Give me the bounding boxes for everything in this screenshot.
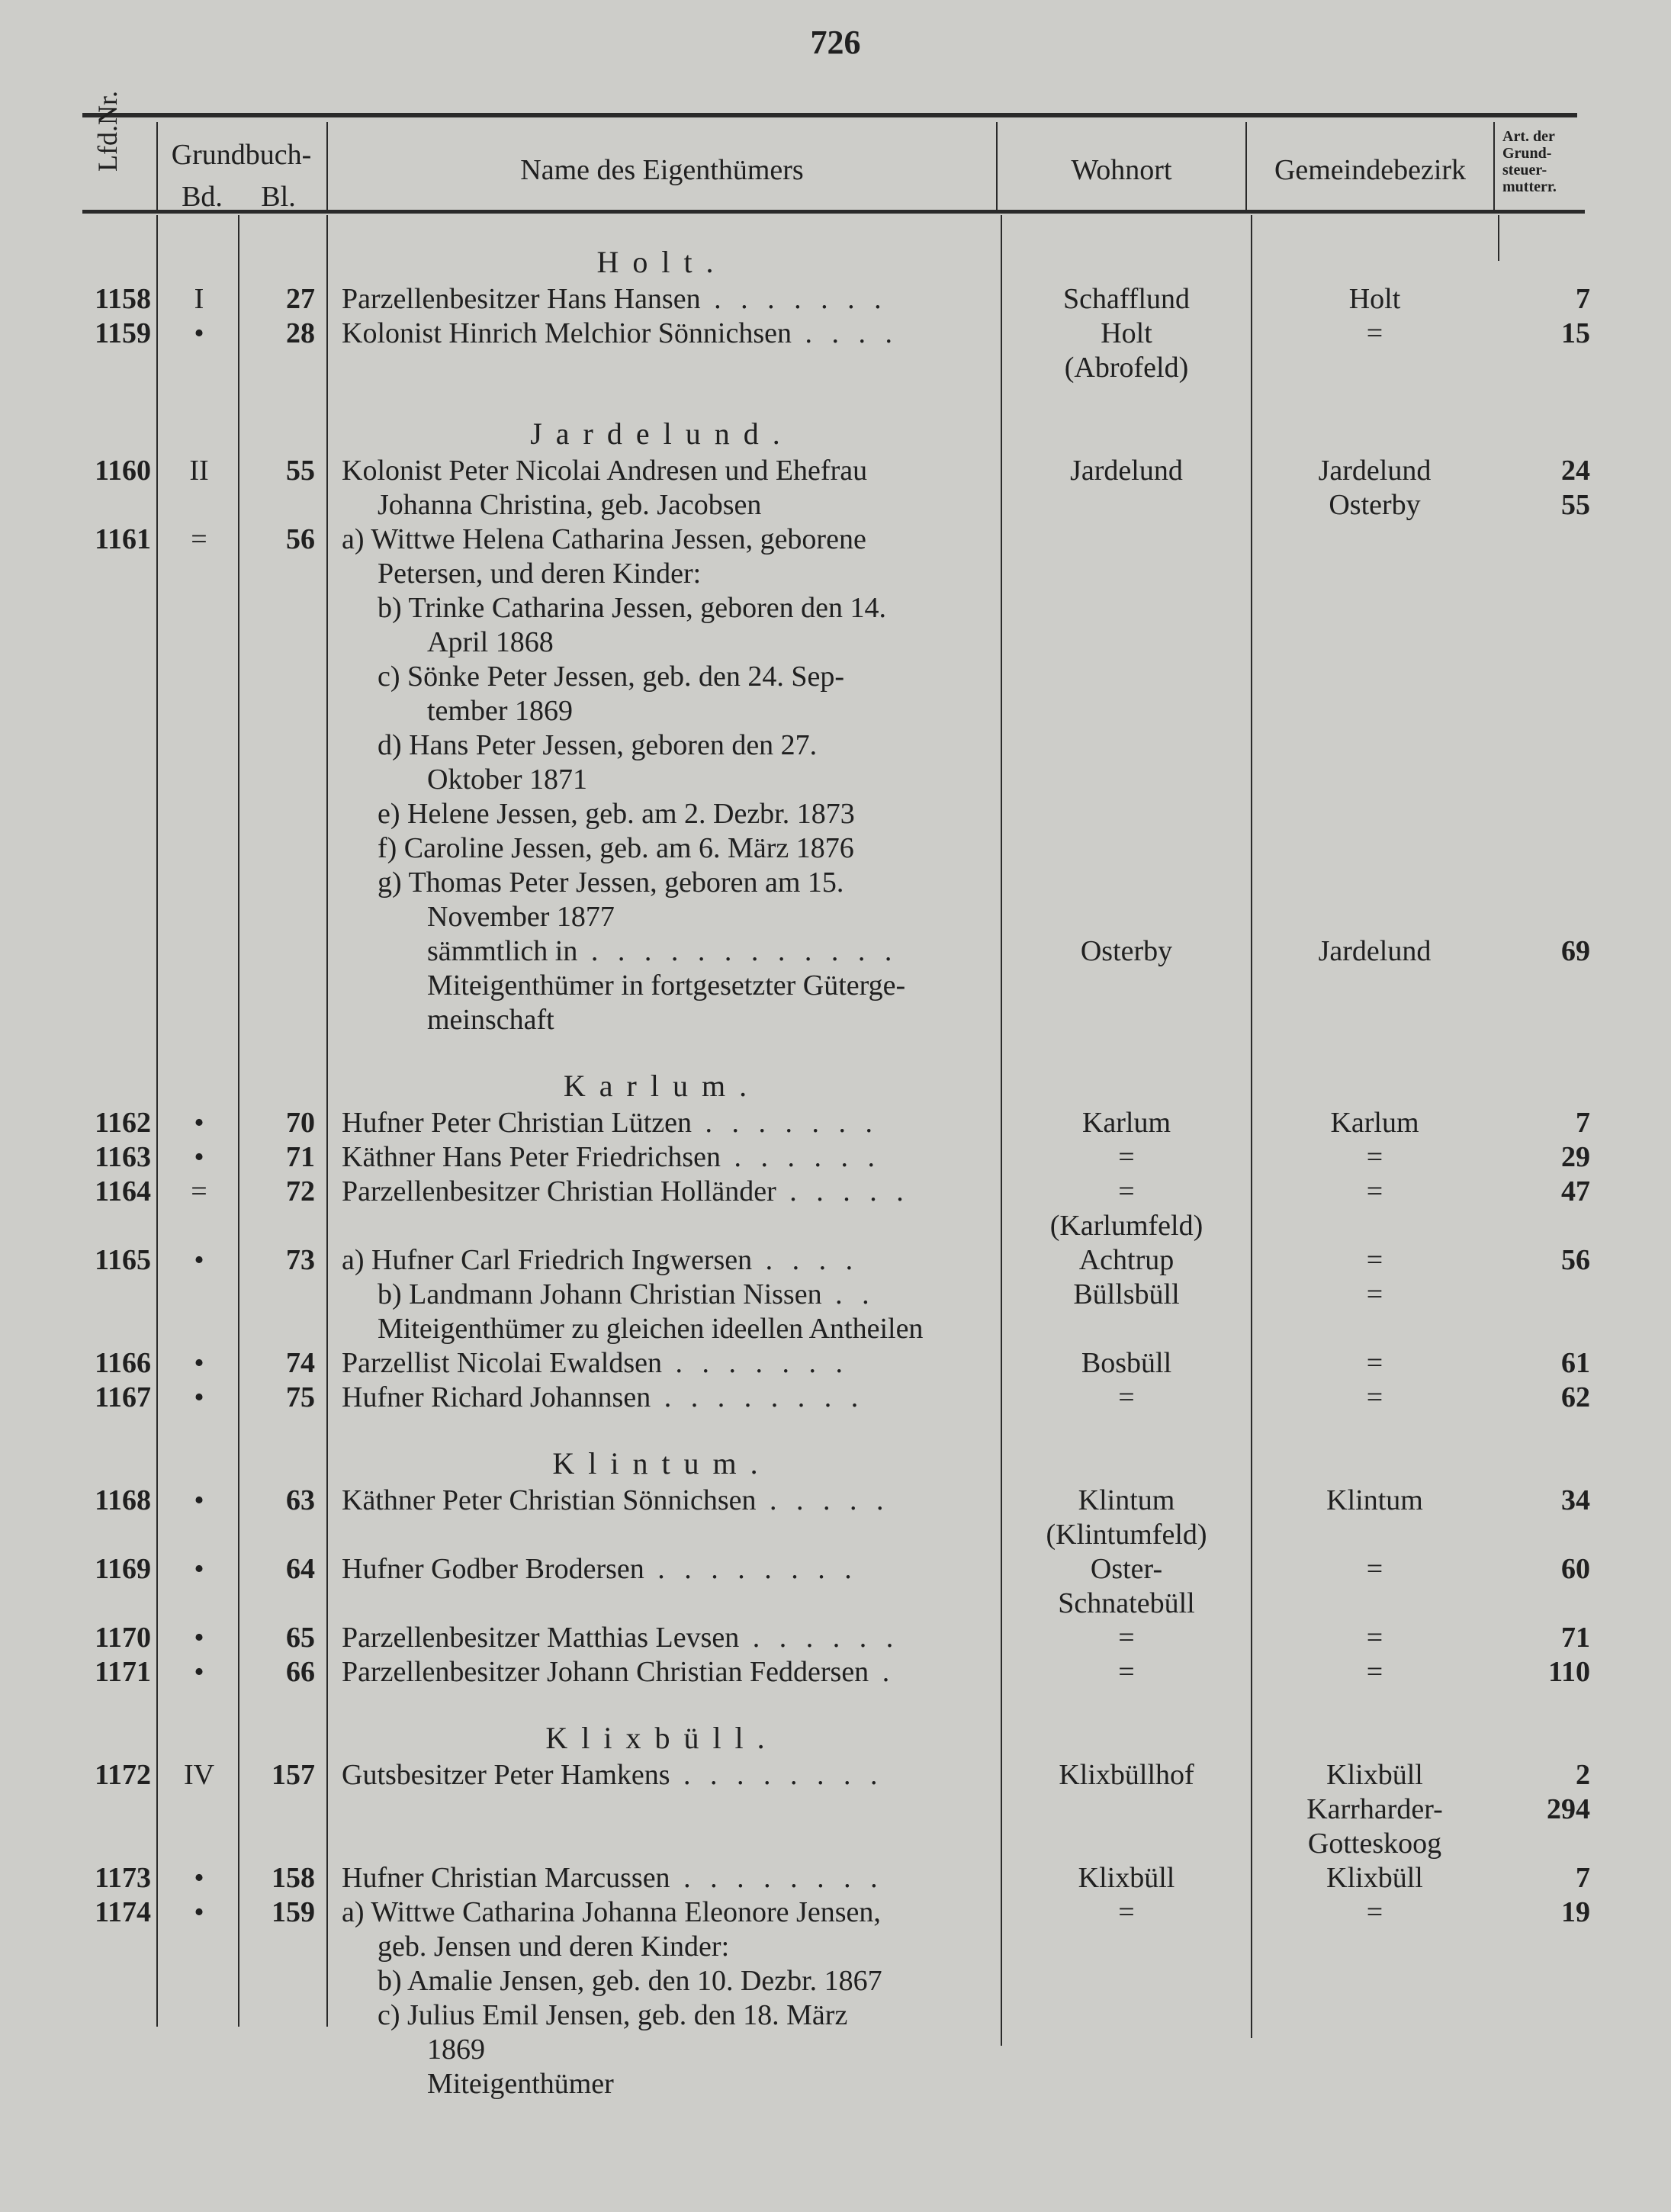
residence: Klintum	[1078, 1484, 1175, 1516]
grundbuch-blatt: 56	[286, 523, 315, 555]
section-heading: Klixbüll.	[545, 1721, 779, 1755]
header-art-line: Grund-	[1502, 145, 1552, 162]
entry-number: 1167	[95, 1381, 151, 1413]
header-name: Name des Eigenthümers	[520, 154, 804, 186]
municipal-district: =	[1366, 317, 1383, 349]
grundbuch-blatt: 157	[272, 1759, 315, 1791]
header-gemeindebezirk: Gemeindebezirk	[1274, 154, 1467, 186]
grundbuch-band: •	[194, 1347, 204, 1379]
section-heading: Holt.	[596, 245, 728, 279]
grundbuch-blatt: 70	[286, 1107, 315, 1139]
residence: =	[1118, 1656, 1135, 1688]
tax-article: 29	[1561, 1141, 1590, 1173]
tax-article: 24	[1561, 455, 1590, 487]
column-divider	[1001, 215, 1002, 2046]
page-number: 726	[810, 24, 861, 61]
leader-dots: . . . .	[752, 1244, 860, 1276]
tax-article: 60	[1561, 1553, 1590, 1585]
tax-article: 56	[1561, 1244, 1590, 1276]
grundbuch-band: •	[194, 1244, 204, 1276]
grundbuch-band: •	[194, 1862, 204, 1894]
owner-name: Hufner Christian Marcussen . . . . . . . .	[342, 1862, 884, 1894]
entry-number: 1162	[95, 1107, 151, 1139]
tax-article: 7	[1576, 1107, 1590, 1139]
entry-number: 1160	[95, 455, 151, 487]
header-lfd-nr: Lfd.Nr.	[92, 91, 123, 172]
owner-name: Hufner Richard Johannsen . . . . . . . .	[342, 1381, 865, 1413]
entry-number: 1159	[95, 317, 151, 349]
tax-article: 2	[1576, 1759, 1590, 1791]
owner-name: Petersen, und deren Kinder:	[378, 558, 702, 590]
residence: (Abrofeld)	[1064, 352, 1189, 384]
owner-name: sämmtlich in . . . . . . . . . . . .	[427, 935, 898, 967]
owner-name: Parzellenbesitzer Johann Christian Feddersen .	[342, 1656, 896, 1688]
tax-article: 55	[1561, 489, 1590, 521]
grundbuch-blatt: 64	[286, 1553, 315, 1585]
owner-name: Kolonist Hinrich Melchior Sönnichsen . . . .	[342, 317, 898, 349]
owner-name: f) Caroline Jessen, geb. am 6. März 1876	[378, 832, 854, 864]
leader-dots: . .	[821, 1278, 876, 1310]
grundbuch-band: I	[194, 283, 204, 315]
municipal-district: =	[1366, 1896, 1383, 1928]
owner-name: Käthner Hans Peter Friedrichsen . . . . . .	[342, 1141, 882, 1173]
residence: Osterby	[1080, 935, 1173, 967]
tax-article: 71	[1561, 1622, 1590, 1654]
residence: =	[1118, 1141, 1135, 1173]
residence: Holt	[1101, 317, 1152, 349]
tax-article: 15	[1561, 317, 1590, 349]
owner-name: Johanna Christina, geb. Jacobsen	[378, 489, 762, 521]
entry-number: 1164	[95, 1175, 151, 1207]
residence: Jardelund	[1070, 455, 1183, 487]
grundbuch-band: •	[194, 317, 204, 349]
tax-article: 34	[1561, 1484, 1590, 1516]
leader-dots: . . . . . . .	[692, 1107, 879, 1139]
residence: Büllsbüll	[1073, 1278, 1180, 1310]
leader-dots: . . . .	[791, 317, 898, 349]
header-art-line: mutterr.	[1502, 178, 1557, 195]
residence: =	[1118, 1622, 1135, 1654]
leader-dots: . . . . . . . .	[670, 1862, 884, 1894]
residence: Achtrup	[1078, 1244, 1175, 1276]
entry-number: 1166	[95, 1347, 151, 1379]
grundbuch-blatt: 65	[286, 1622, 315, 1654]
grundbuch-band: •	[194, 1381, 204, 1413]
leader-dots: . . . . .	[776, 1175, 910, 1207]
owner-name: tember 1869	[427, 695, 574, 727]
municipal-district: =	[1366, 1381, 1383, 1413]
tax-article: 7	[1576, 1862, 1590, 1894]
municipal-district: Klintum	[1326, 1484, 1423, 1516]
residence: (Karlumfeld)	[1049, 1210, 1203, 1242]
owner-name: April 1868	[427, 626, 554, 658]
residence: Schafflund	[1062, 283, 1191, 315]
owner-name: b) Amalie Jensen, geb. den 10. Dezbr. 1867	[378, 1965, 882, 1997]
residence: Bosbüll	[1081, 1347, 1172, 1379]
entry-number: 1163	[95, 1141, 151, 1173]
residence: Klixbüllhof	[1059, 1759, 1194, 1791]
column-divider	[156, 215, 158, 2027]
leader-dots: . . . . . .	[739, 1622, 900, 1654]
municipal-district: =	[1366, 1656, 1383, 1688]
grundbuch-blatt: 75	[286, 1381, 315, 1413]
leader-dots: . . . . . . . .	[670, 1759, 884, 1791]
entry-number: 1170	[95, 1622, 151, 1654]
residence: =	[1118, 1175, 1135, 1207]
municipal-district: =	[1366, 1553, 1383, 1585]
municipal-district: Gotteskoog	[1307, 1828, 1442, 1860]
header-top-rule	[82, 113, 1577, 117]
grundbuch-band: =	[191, 1175, 207, 1207]
entry-number: 1172	[95, 1759, 151, 1791]
grundbuch-band: •	[194, 1107, 204, 1139]
grundbuch-band: •	[194, 1141, 204, 1173]
residence: Karlum	[1081, 1107, 1171, 1139]
tax-article: 61	[1561, 1347, 1590, 1379]
municipal-district: Jardelund	[1318, 935, 1432, 967]
tax-article: 110	[1548, 1656, 1590, 1688]
residence: Oster-	[1090, 1553, 1163, 1585]
grundbuch-blatt: 55	[286, 455, 315, 487]
tax-article: 294	[1547, 1793, 1590, 1825]
entry-number: 1161	[95, 523, 151, 555]
grundbuch-blatt: 74	[286, 1347, 315, 1379]
municipal-district: =	[1366, 1141, 1383, 1173]
header-art-line: Art. der	[1502, 128, 1555, 145]
residence: Klixbüll	[1078, 1862, 1175, 1894]
owner-name: a) Wittwe Catharina Johanna Eleonore Jensen,	[342, 1896, 881, 1928]
residence: =	[1118, 1381, 1135, 1413]
header-art-line: steuer-	[1502, 162, 1547, 178]
header-bd: Bd.	[182, 181, 223, 213]
entry-number: 1165	[95, 1244, 151, 1276]
header-wohnort: Wohnort	[1071, 154, 1172, 186]
municipal-district: =	[1366, 1622, 1383, 1654]
section-heading: Karlum.	[563, 1069, 761, 1103]
grundbuch-blatt: 159	[272, 1896, 315, 1928]
entry-number: 1158	[95, 283, 151, 315]
owner-name: Parzellenbesitzer Christian Holländer . . . . .	[342, 1175, 910, 1207]
owner-name: Gutsbesitzer Peter Hamkens . . . . . . . .	[342, 1759, 884, 1791]
entry-number: 1171	[95, 1656, 151, 1688]
grundbuch-band: •	[194, 1656, 204, 1688]
owner-name: Miteigenthümer zu gleichen ideellen Antheilen	[378, 1313, 924, 1345]
grundbuch-blatt: 71	[286, 1141, 315, 1173]
owner-name: Parzellenbesitzer Matthias Levsen . . . . . .	[342, 1622, 900, 1654]
leader-dots: .	[869, 1656, 896, 1688]
tax-article: 69	[1561, 935, 1590, 967]
tax-article: 62	[1561, 1381, 1590, 1413]
column-divider	[1498, 215, 1499, 261]
owner-name: g) Thomas Peter Jessen, geboren am 15.	[378, 866, 844, 899]
owner-name: a) Wittwe Helena Catharina Jessen, geborene	[342, 523, 866, 555]
municipal-district: =	[1366, 1175, 1383, 1207]
owner-name: d) Hans Peter Jessen, geboren den 27.	[378, 729, 818, 761]
entry-number: 1173	[95, 1862, 151, 1894]
grundbuch-band: •	[194, 1484, 204, 1516]
owner-name: b) Landmann Johann Christian Nissen . .	[378, 1278, 876, 1310]
municipal-district: Klixbüll	[1326, 1862, 1423, 1894]
residence: (Klintumfeld)	[1046, 1519, 1207, 1551]
column-divider	[238, 215, 239, 2027]
grundbuch-blatt: 28	[286, 317, 315, 349]
owner-name: c) Julius Emil Jensen, geb. den 18. März	[378, 1999, 848, 2031]
grundbuch-blatt: 73	[286, 1244, 315, 1276]
owner-name: a) Hufner Carl Friedrich Ingwersen . . . .	[342, 1244, 860, 1276]
owner-name: Miteigenthümer in fortgesetzter Güterge-	[427, 969, 906, 1002]
owner-name: 1869	[427, 2034, 485, 2066]
header-divider	[1493, 122, 1495, 210]
leader-dots: . . . . . .	[721, 1141, 882, 1173]
grundbuch-band: •	[194, 1553, 204, 1585]
entry-number: 1169	[95, 1553, 151, 1585]
residence: =	[1118, 1896, 1135, 1928]
municipal-district: Jardelund	[1318, 455, 1432, 487]
owner-name: meinschaft	[427, 1004, 554, 1036]
owner-name: Parzellist Nicolai Ewaldsen . . . . . . .	[342, 1347, 849, 1379]
tax-article: 19	[1561, 1896, 1590, 1928]
header-bl: Bl.	[261, 181, 296, 213]
grundbuch-band: II	[189, 455, 209, 487]
owner-name: b) Trinke Catharina Jessen, geboren den 14.	[378, 592, 886, 624]
leader-dots: . . . . . . .	[700, 283, 888, 315]
grundbuch-blatt: 158	[272, 1862, 315, 1894]
grundbuch-blatt: 72	[286, 1175, 315, 1207]
leader-dots: . . . . . . . .	[644, 1553, 858, 1585]
owner-name: November 1877	[427, 901, 615, 933]
municipal-district: Osterby	[1329, 489, 1421, 521]
municipal-district: Karrharder-	[1306, 1793, 1443, 1825]
municipal-district: =	[1366, 1244, 1383, 1276]
municipal-district: =	[1366, 1347, 1383, 1379]
grundbuch-band: •	[194, 1896, 204, 1928]
entry-number: 1174	[95, 1896, 151, 1928]
entry-number: 1168	[95, 1484, 151, 1516]
owner-name: Oktober 1871	[427, 764, 588, 796]
owner-name: Hufner Godber Brodersen . . . . . . . .	[342, 1553, 858, 1585]
tax-article: 7	[1576, 283, 1590, 315]
grundbuch-band: =	[191, 523, 207, 555]
residence: Schnatebüll	[1058, 1587, 1195, 1619]
municipal-district: Karlum	[1330, 1107, 1419, 1139]
column-divider	[1251, 215, 1252, 2038]
grundbuch-band: IV	[183, 1759, 215, 1791]
owner-name: e) Helene Jessen, geb. am 2. Dezbr. 1873	[378, 798, 855, 830]
owner-name: Hufner Peter Christian Lützen . . . . . . .	[342, 1107, 879, 1139]
header-art	[1502, 128, 1586, 195]
leader-dots: . . . . . . . .	[651, 1381, 865, 1413]
leader-dots: . . . . . . . . . . . .	[577, 935, 898, 967]
grundbuch-blatt: 63	[286, 1484, 315, 1516]
owner-name: Käthner Peter Christian Sönnichsen . . . . .	[342, 1484, 890, 1516]
municipal-district: =	[1366, 1278, 1383, 1310]
section-heading: Jardelund.	[530, 416, 794, 451]
owner-name: Miteigenthümer	[427, 2068, 614, 2100]
section-heading: Klintum.	[552, 1446, 772, 1481]
owner-name: Parzellenbesitzer Hans Hansen . . . . . . .	[342, 283, 888, 315]
grundbuch-blatt: 27	[286, 283, 315, 315]
leader-dots: . . . . . . .	[662, 1347, 849, 1379]
owner-name: Kolonist Peter Nicolai Andresen und Ehefrau	[342, 455, 868, 487]
grundbuch-blatt: 66	[286, 1656, 315, 1688]
owner-name: geb. Jensen und deren Kinder:	[378, 1931, 730, 1963]
header-grundbuch: Grundbuch-	[171, 139, 312, 171]
municipal-district: Klixbüll	[1326, 1759, 1423, 1791]
owner-name: c) Sönke Peter Jessen, geb. den 24. Sep-	[378, 661, 845, 693]
grundbuch-band: •	[194, 1622, 204, 1654]
municipal-district: Holt	[1348, 283, 1401, 315]
tax-article: 47	[1561, 1175, 1590, 1207]
leader-dots: . . . . .	[756, 1484, 890, 1516]
